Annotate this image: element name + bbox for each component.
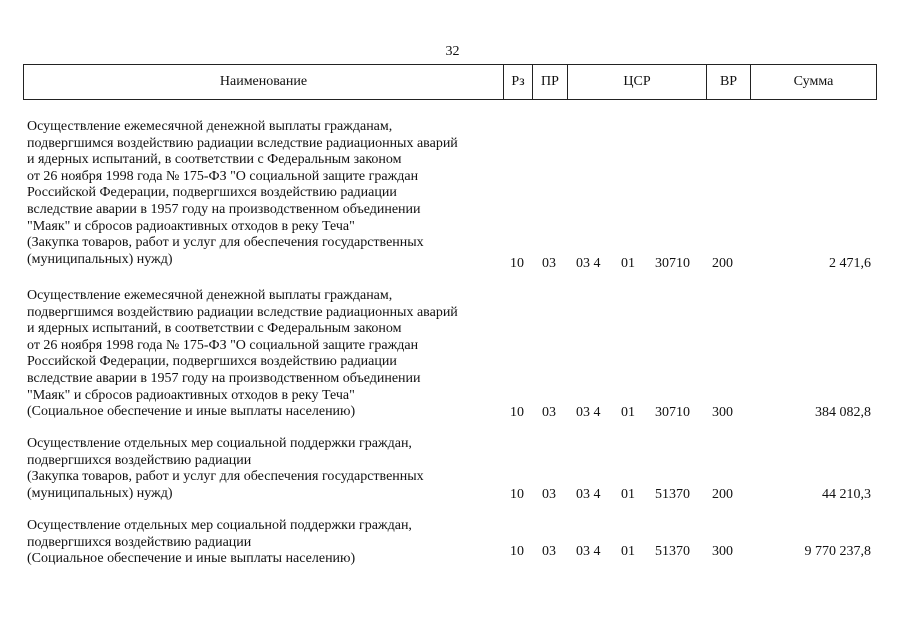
cell-sum: 9 770 237,8 [804, 544, 871, 559]
cell-rz: 10 [510, 256, 524, 271]
description-line: Осуществление ежемесячной денежной выплаты гражданам, [27, 119, 393, 134]
cell-pr: 03 [542, 256, 556, 271]
page-number: 32 [445, 44, 460, 59]
description-line: Осуществление отдельных мер социальной поддержки граждан, [27, 436, 412, 451]
cell-pr: 03 [542, 487, 556, 502]
cell-csr-num: 30710 [655, 256, 690, 271]
description-line: от 26 ноября 1998 года № 175-ФЗ "О социальной защите граждан [27, 337, 419, 353]
cell-pr: 03 [542, 544, 556, 559]
cell-csr: 03 4 [576, 544, 601, 559]
description-line: от 26 ноября 1998 года № 175-ФЗ "О социальной защите граждан [27, 168, 419, 184]
row-codes [23, 405, 877, 422]
description-line: Осуществление ежемесячной денежной выплаты гражданам, [27, 288, 393, 303]
cell-csr-sub: 01 [621, 487, 635, 502]
cell-rz: 10 [510, 405, 524, 420]
cell-csr: 03 4 [576, 487, 601, 502]
row-codes [23, 487, 877, 504]
cell-vr: 300 [712, 544, 733, 559]
description-line: Осуществление отдельных мер социальной поддержки граждан, [27, 518, 412, 533]
description-line: Российской Федерации, подвергшихся воздействию радиации [27, 185, 397, 201]
header-name: Наименование [219, 74, 308, 89]
description-line: подвергшимся воздействию радиации вследствие радиационных аварий [27, 135, 458, 151]
description-line: (Социальное обеспечение и иные выплаты населению) [27, 551, 356, 567]
cell-sum: 44 210,3 [822, 487, 871, 502]
header-csr: ЦСР [567, 65, 706, 99]
cell-sum: 384 082,8 [815, 405, 871, 420]
description-line: подвергшихся воздействию радиации [27, 534, 252, 550]
table-row [23, 119, 877, 275]
description-line: (муниципальных) нужд) [27, 485, 173, 501]
header-sum: Сумма [750, 65, 876, 99]
description-line: (Закупка товаров, работ и услуг для обеспечения государственных [27, 235, 424, 251]
description-line: и ядерных испытаний, в соответствии с Федеральным законом [27, 321, 402, 337]
description-line: Российской Федерации, подвергшихся воздействию радиации [27, 354, 397, 370]
row-codes [23, 256, 877, 273]
table-header [23, 64, 877, 100]
cell-vr: 300 [712, 405, 733, 420]
description-line: подвергшимся воздействию радиации вследствие радиационных аварий [27, 304, 458, 320]
description-line: и ядерных испытаний, в соответствии с Федеральным законом [27, 152, 402, 168]
cell-vr: 200 [712, 256, 733, 271]
header-rz: Рз [503, 65, 532, 99]
description-line: (Закупка товаров, работ и услуг для обеспечения государственных [27, 469, 424, 485]
row-codes [23, 544, 877, 561]
table-row [23, 436, 877, 506]
cell-rz: 10 [510, 544, 524, 559]
cell-csr: 03 4 [576, 405, 601, 420]
table-row [23, 518, 877, 573]
row-description [27, 288, 502, 421]
cell-rz: 10 [510, 487, 524, 502]
description-line: "Маяк" и сбросов радиоактивных отходов в реку Теча" [27, 218, 355, 234]
header-pr: ПР [532, 65, 567, 99]
cell-csr-num: 51370 [655, 544, 690, 559]
row-description [27, 119, 502, 268]
description-line: подвергшихся воздействию радиации [27, 452, 252, 468]
cell-csr-sub: 01 [621, 544, 635, 559]
cell-csr-num: 51370 [655, 487, 690, 502]
cell-csr-sub: 01 [621, 256, 635, 271]
description-line: (Социальное обеспечение и иные выплаты населению) [27, 404, 356, 420]
cell-pr: 03 [542, 405, 556, 420]
description-line: (муниципальных) нужд) [27, 251, 173, 267]
description-line: вследствие аварии в 1957 году на производственном объединении [27, 370, 421, 386]
cell-csr: 03 4 [576, 256, 601, 271]
description-line: вследствие аварии в 1957 году на производственном объединении [27, 201, 421, 217]
cell-vr: 200 [712, 487, 733, 502]
table-row [23, 288, 877, 428]
header-vr: ВР [706, 65, 750, 99]
cell-csr-sub: 01 [621, 405, 635, 420]
cell-sum: 2 471,6 [829, 256, 871, 271]
description-line: "Маяк" и сбросов радиоактивных отходов в реку Теча" [27, 387, 355, 403]
cell-csr-num: 30710 [655, 405, 690, 420]
